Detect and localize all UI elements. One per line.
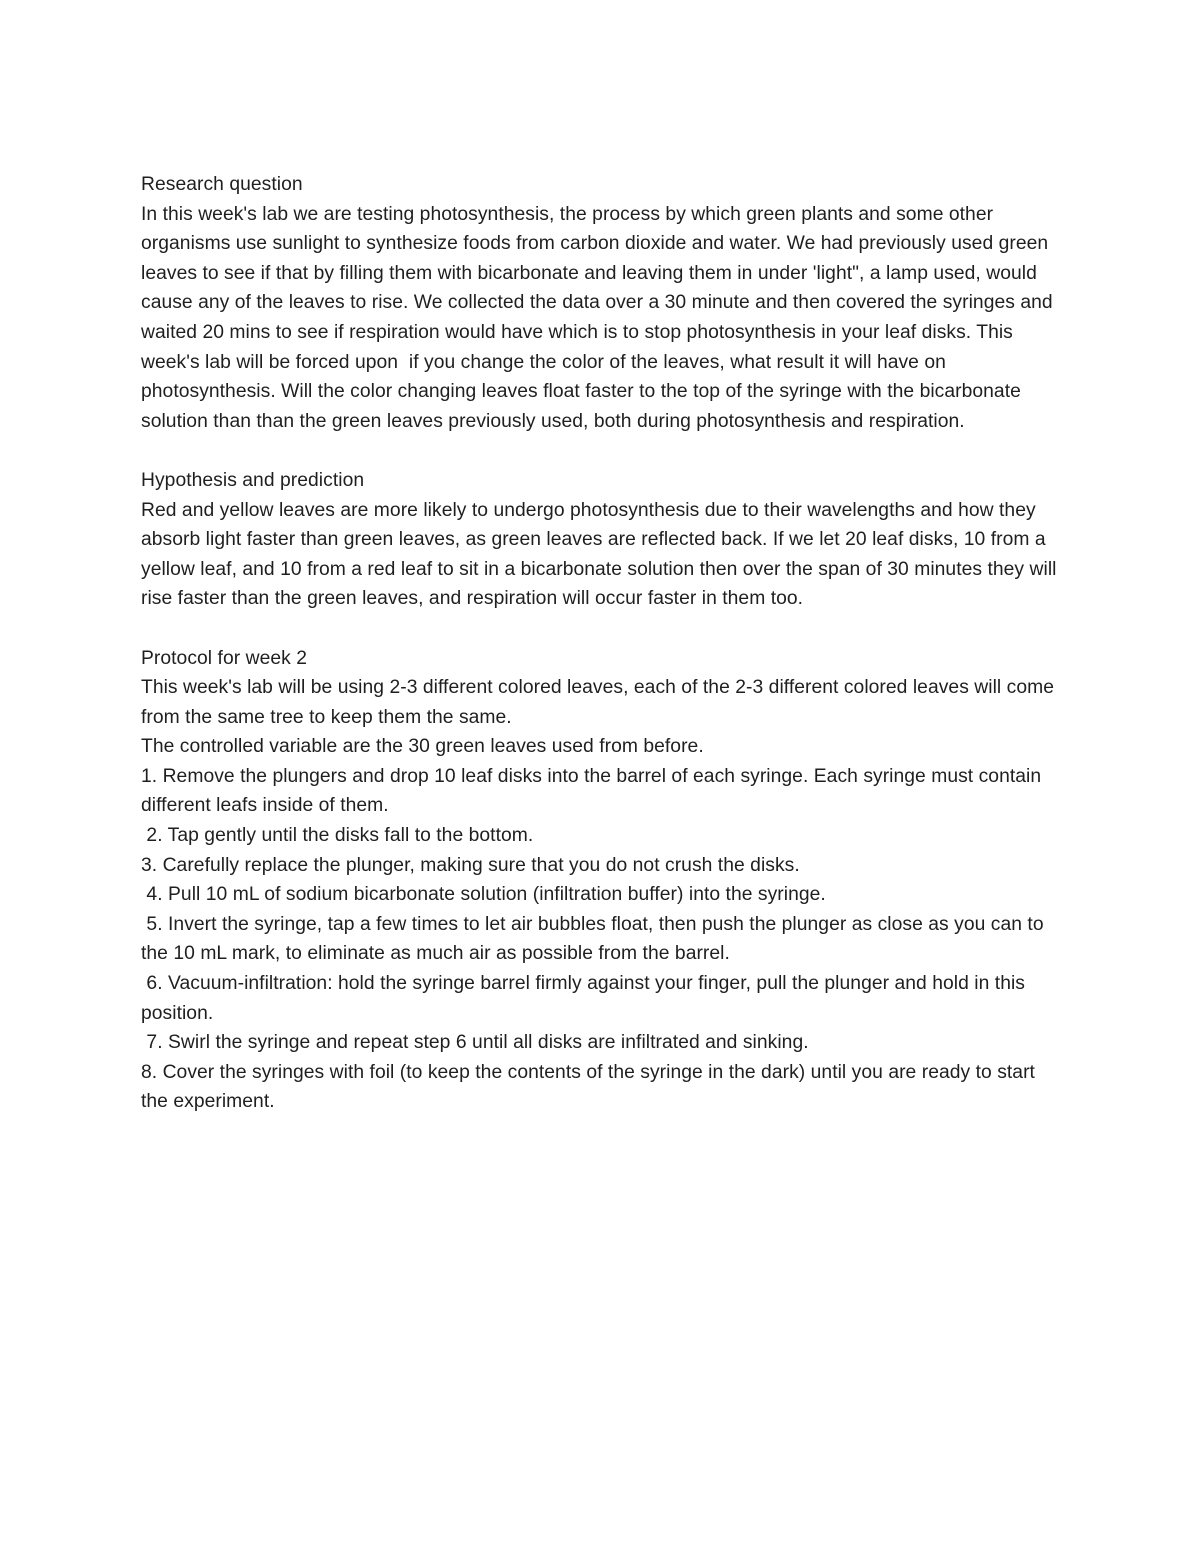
paragraph: This week's lab will be using 2-3 different colored leaves, each of the 2-3 different colored leaves will come from the same tree to keep them the same. [141, 677, 1060, 728]
protocol-step: 3. Carefully replace the plunger, making sure that you do not crush the disks. [141, 854, 800, 876]
paragraph: Red and yellow leaves are more likely to undergo photosynthesis due to their wavelengths and how they absorb light faster than green leaves, as green leaves are reflected back. If we let 20 leaf disks, 10 from a yellow leaf, and 10 from a red leaf to sit in a bicarbonate solution then over the span of 30 minutes they will rise faster than the green leaves, and respiration will occur faster in them too. [141, 499, 1062, 610]
protocol-step: 7. Swirl the syringe and repeat step 6 until all disks are infiltrated and sinking. [141, 1032, 809, 1054]
document-page [141, 170, 1061, 1117]
paragraph: In this week's lab we are testing photosynthesis, the process by which green plants and some other organisms use sunlight to synthesize foods from carbon dioxide and water. We had previously used green leaves to see if that by filling them with bicarbonate and leaving them in under 'light", a lamp used, would cause any of the leaves to rise. We collected the data over a 30 minute and then covered the syringes and waited 20 mins to see if respiration would have which is to stop photosynthesis in your leaf disks. This week's lab will be forced upon if you change the color of the leaves, what result it will have on photosynthesis. Will the color changing leaves float faster to the top of the syringe with the bicarbonate solution than than the green leaves previously used, both during photosynthesis and respiration. [141, 203, 1059, 432]
section-heading: Research question [141, 174, 303, 195]
protocol-step: 1. Remove the plungers and drop 10 leaf disks into the barrel of each syringe. Each syringe must contain different leafs inside of them. [141, 765, 1047, 817]
paragraph: The controlled variable are the 30 green leaves used from before. [141, 736, 704, 758]
section-hypothesis [141, 466, 1061, 614]
protocol-step: 8. Cover the syringes with foil (to keep the contents of the syringe in the dark) until you are ready to start the experiment. [141, 1061, 1041, 1113]
section-heading: Protocol for week 2 [141, 647, 307, 669]
protocol-step: 6. Vacuum-infiltration: hold the syringe barrel firmly against your finger, pull the plunger and hold in this position. [141, 973, 1031, 1024]
protocol-step: 5. Invert the syringe, tap a few times to let air bubbles float, then push the plunger as close as you can to the 10 mL mark, to eliminate as much air as possible from the barrel. [141, 913, 1050, 965]
section-protocol [141, 644, 1061, 1118]
protocol-step: 2. Tap gently until the disks fall to the bottom. [141, 825, 534, 847]
section-heading: Hypothesis and prediction [141, 469, 365, 491]
protocol-step: 4. Pull 10 mL of sodium bicarbonate solution (infiltration buffer) into the syringe. [141, 884, 826, 906]
section-research-question [141, 170, 1061, 436]
